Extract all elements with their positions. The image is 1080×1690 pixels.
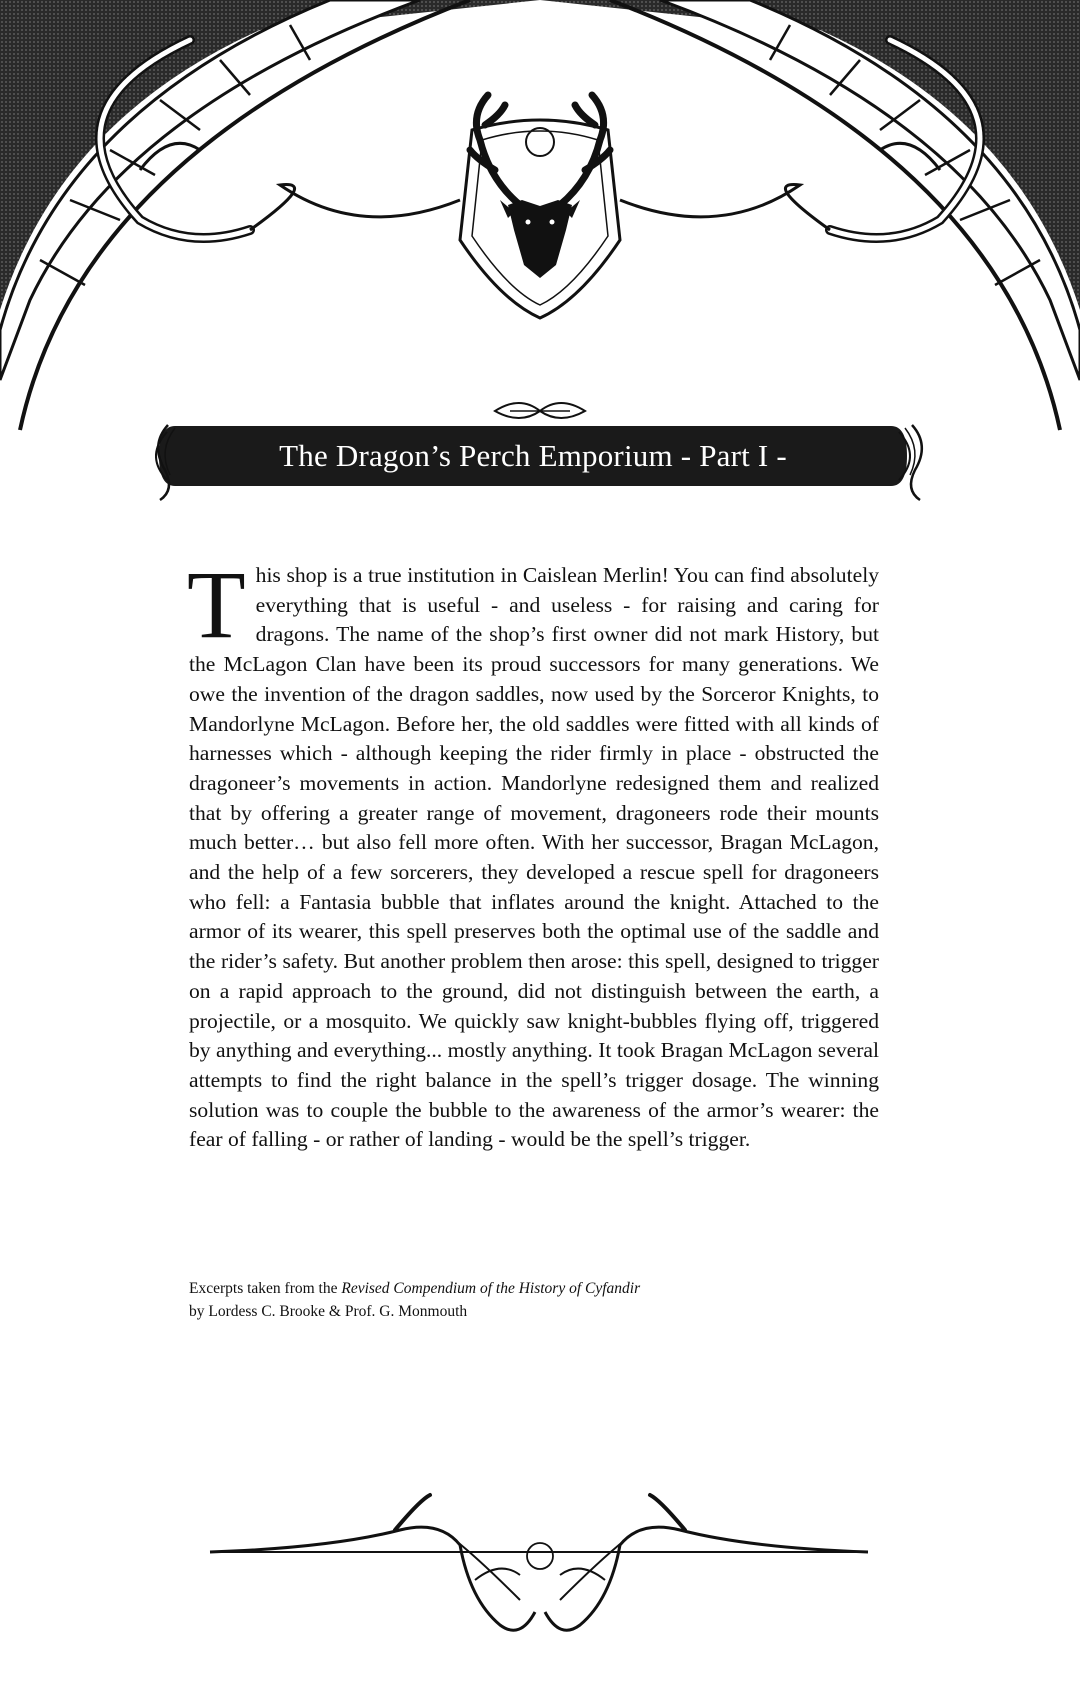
article-body (187, 551, 879, 1155)
top-decorative-frame (0, 0, 1080, 480)
credits-authors: by Lordess C. Brooke & Prof. G. Monmouth (189, 1303, 468, 1320)
credits-prefix: Excerpts taken from the (189, 1280, 342, 1297)
source-credits (189, 1277, 889, 1323)
title-banner (155, 422, 911, 490)
drop-cap: T (187, 551, 246, 658)
credits-line-1 (189, 1277, 889, 1300)
page-title: The Dragon’s Perch Emporium - Part I - (279, 438, 787, 473)
article-paragraph: his shop is a true institution in Caislean Merlin! You can find absolutely everything that is useful - and useless - for raising and caring for dragons. The name of the shop’s first owner did not mark History, but the McLagon Clan have been its proud successors for many generations. We owe the invention of the dragon saddles, now used by the Sorceror Knights, to Mandorlyne McLagon. Before her, the old saddles were fitted with all kinds of harnesses which - although keeping the rider firmly in place - obstructed the dragoneer’s movements in action. Mandorlyne redesigned them and realized that by offering a greater range of movement, dragoneers rode their mounts much better… but also fell more often. With her successor, Bragan McLagon, and the help of a few sorcerers, they developed a rescue spell for dragoneers who fell: a Fantasia bubble that inflates around the knight. Attached to the armor of its wearer, this spell preserves both the optimal use of the saddle and the rider’s safety. But another problem then arose: this spell, designed to trigger on a rapid approach to the ground, did not distinguish between the earth, a projectile, or a mosquito. We quickly saw knight-bubbles flying off, triggered by anything and everything... mostly anything. It took Bragan McLagon several attempts to find the right balance in the spell’s trigger dosage. The winning solution was to couple the bubble to the awareness of the armor’s wearer: the fear of falling - or rather of landing - would be the spell’s trigger. (189, 563, 879, 1152)
credits-book-title: Revised Compendium of the History of Cyfandir (341, 1280, 641, 1297)
